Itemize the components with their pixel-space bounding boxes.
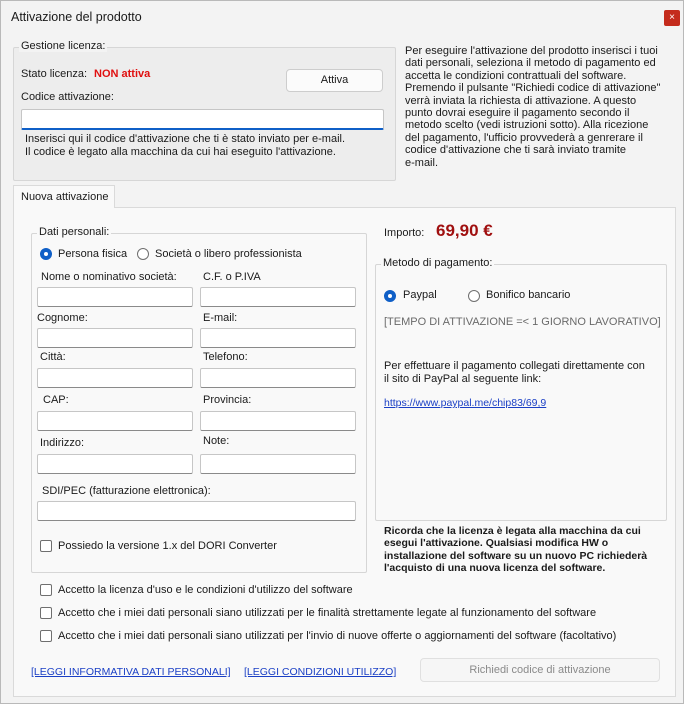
- notes-input[interactable]: [200, 454, 356, 474]
- address-input[interactable]: [37, 454, 193, 474]
- personal-data-group: [31, 233, 367, 573]
- name-input[interactable]: [37, 287, 193, 307]
- sdi-label: SDI/PEC (fatturazione elettronica):: [42, 485, 211, 497]
- payment-instructions-2: il sito di PayPal al seguente link:: [384, 373, 542, 385]
- license-note-line: installazione del software su un nuovo PC richiederà: [384, 549, 648, 562]
- consent-marketing-checkbox[interactable]: [40, 630, 52, 642]
- radio-bank-transfer[interactable]: [468, 290, 480, 302]
- license-group-title: Gestione licenza:: [21, 40, 106, 52]
- activation-timing: [TEMPO DI ATTIVAZIONE =< 1 GIORNO LAVORATIVO]: [384, 316, 661, 328]
- consent-data-usage-label: Accetto che i miei dati personali siano utilizzati per le finalità strettamente legate al funzionamento del software: [58, 607, 597, 619]
- cap-input[interactable]: [37, 411, 193, 431]
- tab-label: Nuova attivazione: [21, 191, 109, 203]
- radio-company-label: Società o libero professionista: [155, 248, 302, 260]
- radio-bank-transfer-label: Bonifico bancario: [486, 289, 571, 301]
- instructions-line: Premendo il pulsante "Richiedi codice di attivazione": [405, 82, 661, 95]
- instructions-line: del pagamento, l'ufficio provvederà a genrerare il: [405, 131, 643, 144]
- surname-input[interactable]: [37, 328, 193, 348]
- province-label: Provincia:: [203, 394, 252, 406]
- radio-paypal[interactable]: [384, 290, 396, 302]
- name-label: Nome o nominativo società:: [41, 271, 177, 283]
- paypal-link[interactable]: https://www.paypal.me/chip83/69,9: [384, 397, 547, 409]
- sdi-input[interactable]: [37, 501, 356, 521]
- instructions-line: dati personali, seleziona il metodo di pagamento ed: [405, 57, 656, 70]
- consent-data-usage-checkbox[interactable]: [40, 607, 52, 619]
- vat-label: C.F. o P.IVA: [203, 271, 261, 283]
- license-note: [384, 525, 674, 575]
- payment-instructions-1: Per effettuare il pagamento collegati direttamente con: [384, 360, 645, 372]
- personal-data-title: Dati personali:: [39, 226, 110, 238]
- license-status-value: NON attiva: [94, 68, 151, 80]
- window-title: Attivazione del prodotto: [11, 10, 142, 24]
- consent-marketing-label: Accetto che i miei dati personali siano utilizzati per l'invio di nuove offerte o aggiornamenti del software (facoltativo): [58, 630, 617, 642]
- email-input[interactable]: [200, 328, 356, 348]
- license-note-line: l'acquisto di una nuova licenza del software.: [384, 562, 606, 575]
- activation-instructions: [405, 45, 677, 169]
- instructions-line: Per eseguire l'attivazione del prodotto inserisci i tuoi: [405, 45, 658, 57]
- instructions-line: e-mail.: [405, 156, 439, 169]
- phone-input[interactable]: [200, 368, 356, 388]
- activation-code-input[interactable]: [21, 109, 384, 130]
- close-icon[interactable]: ×: [664, 10, 680, 26]
- instructions-line: metodo scelto (vedi istruzioni sotto). Alla ricezione: [405, 119, 649, 132]
- license-note-line: Ricorda che la licenza è legata alla macchina da cui: [384, 525, 641, 537]
- instructions-line: accetta le condizioni contrattuali del software.: [405, 69, 627, 82]
- amount-value: 69,90 €: [436, 221, 493, 240]
- terms-link[interactable]: [LEGGI CONDIZIONI UTILIZZO]: [244, 666, 397, 678]
- payment-method-group: [375, 264, 667, 521]
- activation-code-label: Codice attivazione:: [21, 91, 114, 103]
- radio-private-person[interactable]: [40, 248, 52, 260]
- payment-method-title: Metodo di pagamento:: [383, 257, 493, 269]
- vat-input[interactable]: [200, 287, 356, 307]
- city-label: Città:: [40, 351, 66, 363]
- cap-label: CAP:: [43, 394, 69, 406]
- activate-button[interactable]: Attiva: [286, 69, 383, 92]
- surname-label: Cognome:: [37, 312, 88, 324]
- privacy-info-link[interactable]: [LEGGI INFORMATIVA DATI PERSONALI]: [31, 666, 231, 678]
- license-note-line: esegui l'attivazione. Qualsiasi modifica HW o: [384, 537, 609, 550]
- activation-code-hint-2: Il codice è legato alla macchina da cui hai eseguito l'attivazione.: [25, 146, 336, 158]
- radio-private-person-label: Persona fisica: [58, 248, 128, 260]
- instructions-line: punto dovrai eseguire il pagamento secondo il: [405, 107, 630, 120]
- phone-label: Telefono:: [203, 351, 248, 363]
- old-version-label: Possiedo la versione 1.x del DORI Converter: [58, 540, 277, 552]
- consent-license-checkbox[interactable]: [40, 584, 52, 596]
- activation-code-hint-1: Inserisci qui il codice d'attivazione che ti è stato inviato per e-mail.: [25, 133, 346, 145]
- radio-company[interactable]: [137, 248, 149, 260]
- license-status-label: Stato licenza:: [21, 68, 88, 80]
- email-label: E-mail:: [203, 312, 238, 324]
- title-bar: [1, 1, 683, 33]
- instructions-line: codice d'attivazione che ti sarà inviato tramite: [405, 144, 626, 157]
- notes-label: Note:: [203, 435, 230, 447]
- amount-label: Importo:: [384, 227, 425, 239]
- old-version-checkbox[interactable]: [40, 540, 52, 552]
- consent-license-label: Accetto la licenza d'uso e le condizioni d'utilizzo del software: [58, 584, 353, 596]
- instructions-line: verrà inviata la richiesta di attivazione. A questo: [405, 94, 637, 107]
- city-input[interactable]: [37, 368, 193, 388]
- radio-paypal-label: Paypal: [403, 289, 437, 301]
- address-label: Indirizzo:: [40, 437, 85, 449]
- request-code-button[interactable]: Richiedi codice di attivazione: [420, 658, 660, 682]
- province-input[interactable]: [200, 411, 356, 431]
- tab-new-activation[interactable]: [13, 185, 115, 208]
